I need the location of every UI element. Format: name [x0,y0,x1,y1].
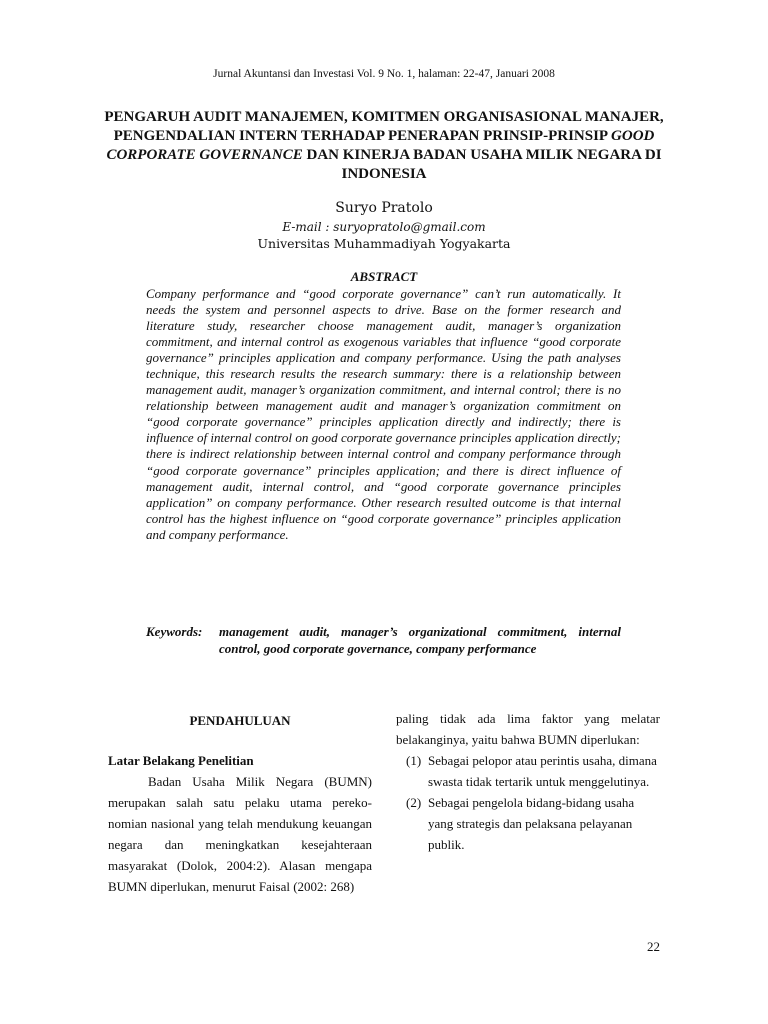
reasons-list [396,750,660,855]
page-number: 22 [647,939,660,954]
list-item-number: (2) [406,795,422,810]
section-heading: PENDAHULUAN [189,713,291,728]
author-affiliation: Universitas Muhammadiyah Yogyakarta [257,236,511,251]
abstract-heading: ABSTRACT [350,269,418,284]
body-left-column [108,710,372,897]
subsection-heading: Latar Belakang Penelitian [108,753,254,768]
abstract-text: Company performance and “good corporate governance” can’t run automatically. It needs the system and personnel aspects to drive. Base on the former research and literature study, researcher choose management audit, manager’s organization commitment, and internal control as exogenous variables that influence “good corporate governance” principles application and company performance. Using the path analyses technique, this research results the research summary: there is a relationship between management audit, manager’s organization commitment, and internal control; there is no relationship between management audit and manager’s organization commitment on “good corporate governance” principles application directly and indirectly; there is influence of internal control on good corporate governance principles application directly; there is indirect relationship between internal control and company performance through “good corporate governance” principles application; and there is direct influence of management audit, internal control, and “good corporate governance principles application” on company performance. Other research resulted outcome is that internal control has the highest influence on “good corporate governance” principles application and company performance. [146,286,621,542]
list-item [396,792,660,855]
keywords-label: Keywords: [146,624,203,639]
journal-header: Jurnal Akuntansi dan Investasi Vol. 9 No. 1, halaman: 22-47, Januari 2008 [213,68,555,80]
body-paragraph-2: paling tidak ada lima faktor yang melatar belakanginya, yaitu bahwa BUMN diperlukan: [396,711,660,747]
title-part-1: PENGARUH AUDIT MANAJEMEN, KOMITMEN ORGANISASIONAL MANAJER, PENGENDALIAN INTERN TERHADAP PENERAPAN PRINSIP-PRINSIP [104,109,664,144]
keywords-text: management audit, manager’s organizational commitment, internal control, good corporate governance, company performance [219,624,621,656]
body-right-column [396,708,660,855]
author-name: Suryo Pratolo [335,200,433,216]
body-paragraph-1: Badan Usaha Milik Negara (BUMN) merupakan salah satu pelaku utama pereko-nomian nasional yang telah mendukung keuangan negara dan meningkatkan kesejahteraan masyarakat (Dolok, 2004:2). Alasan mengapa BUMN diperlukan, menurut Faisal (2002: 268) [108,774,372,894]
list-item-number: (1) [406,753,422,768]
list-item [396,750,660,792]
paper-title [100,108,668,184]
keywords-block [146,623,621,657]
title-part-2: DAN KINERJA BADAN USAHA MILIK NEGARA DI INDONESIA [302,147,662,182]
list-item-text: Sebagai pengelola bidang-bidang usaha yang strategis dan pelaksana pelayanan publik. [428,795,635,852]
author-email: E-mail : suryopratolo@gmail.com [282,220,486,234]
title-italic-part: GOOD CORPORATE GOVERNANCE [106,128,655,163]
list-item-text: Sebagai pelopor atau perintis usaha, dimana swasta tidak tertarik untuk menggelutinya. [428,753,657,789]
